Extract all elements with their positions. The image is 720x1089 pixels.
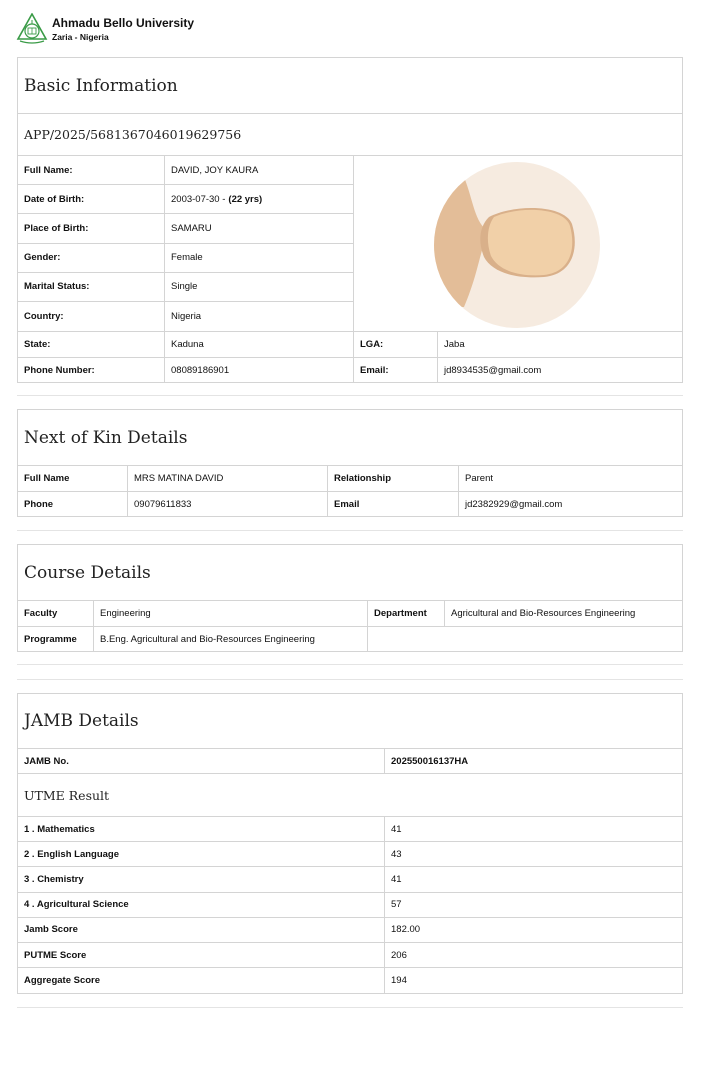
section-divider xyxy=(17,679,683,680)
avatar-placeholder-icon xyxy=(434,162,600,328)
course-details-title: Course Details xyxy=(18,545,682,601)
kin-phone-label: Phone xyxy=(18,492,128,516)
state-lga-row xyxy=(18,332,682,358)
putme-score-value: 206 xyxy=(391,949,407,961)
kin-relationship-label: Relationship xyxy=(328,466,459,491)
basic-information-title: Basic Information xyxy=(18,58,682,114)
phone-label: Phone Number: xyxy=(18,358,165,382)
gender-row xyxy=(18,244,353,273)
subject-score: 57 xyxy=(391,899,402,911)
jamb-score-label: Jamb Score xyxy=(18,918,385,942)
aggregate-score-label: Aggregate Score xyxy=(18,968,385,993)
subject-score: 41 xyxy=(391,873,402,885)
subject-row xyxy=(18,817,682,842)
jamb-details-section xyxy=(17,693,683,994)
aggregate-score-value: 194 xyxy=(391,975,407,987)
programme-row xyxy=(18,627,682,651)
university-location: Zaria - Nigeria xyxy=(52,31,109,42)
kin-name-row xyxy=(18,466,682,492)
aggregate-score-row xyxy=(18,968,682,993)
basic-information-section xyxy=(17,57,683,383)
full-name-row xyxy=(18,156,353,185)
subject-label: 3 . Chemistry xyxy=(18,867,385,891)
dob-label: Date of Birth: xyxy=(18,185,165,213)
department-value: Agricultural and Bio-Resources Engineering xyxy=(451,608,636,619)
full-name-value: DAVID, JOY KAURA xyxy=(171,164,259,176)
dob-row xyxy=(18,185,353,214)
email-value: jd8934535@gmail.com xyxy=(444,364,542,376)
kin-name-label: Full Name xyxy=(18,466,128,491)
pob-value: SAMARU xyxy=(171,222,212,234)
gender-label: Gender: xyxy=(18,244,165,272)
application-id: APP/2025/5681367046019629756 xyxy=(18,114,682,156)
kin-contact-row xyxy=(18,492,682,516)
university-logo-icon xyxy=(16,13,48,45)
dob-value xyxy=(165,185,353,213)
lga-label: LGA: xyxy=(354,332,438,357)
programme-label: Programme xyxy=(18,627,94,651)
section-divider xyxy=(17,530,683,531)
section-divider xyxy=(17,664,683,665)
department-label: Department xyxy=(368,601,445,626)
section-divider xyxy=(17,1007,683,1008)
jamb-no-label: JAMB No. xyxy=(18,749,385,773)
subject-row xyxy=(18,842,682,867)
lga-value: Jaba xyxy=(444,339,465,351)
subject-score: 41 xyxy=(391,823,402,835)
state-value: Kaduna xyxy=(165,332,354,357)
subject-label: 1 . Mathematics xyxy=(18,817,385,841)
putme-score-row xyxy=(18,943,682,968)
kin-phone-value: 09079611833 xyxy=(128,492,328,516)
subject-label: 4 . Agricultural Science xyxy=(18,893,385,917)
putme-score-label: PUTME Score xyxy=(18,943,385,967)
marital-value: Single xyxy=(171,281,198,293)
photo-cell xyxy=(354,156,682,331)
pob-row xyxy=(18,214,353,243)
dob-date: 2003-07-30 - xyxy=(171,193,226,205)
gender-value: Female xyxy=(171,252,203,264)
programme-empty-cell xyxy=(368,627,682,651)
jamb-no-value: 202550016137HA xyxy=(391,755,469,767)
state-label: State: xyxy=(18,332,165,357)
pob-label: Place of Birth: xyxy=(18,214,165,242)
programme-value: B.Eng. Agricultural and Bio-Resources Engineering xyxy=(94,627,368,651)
subject-row xyxy=(18,867,682,892)
jamb-score-value: 182.00 xyxy=(391,924,421,936)
kin-email-label: Email xyxy=(328,492,459,516)
university-name: Ahmadu Bello University xyxy=(52,15,195,30)
course-details-section xyxy=(17,544,683,652)
utme-result-title: UTME Result xyxy=(18,774,682,817)
marital-label: Marital Status: xyxy=(18,273,165,301)
kin-email-value: jd2382929@gmail.com xyxy=(465,498,563,510)
country-value: Nigeria xyxy=(171,311,202,323)
phone-email-row xyxy=(18,358,682,382)
subject-row xyxy=(18,893,682,918)
jamb-no-row xyxy=(18,749,682,774)
faculty-value: Engineering xyxy=(94,601,368,626)
subject-label: 2 . English Language xyxy=(18,842,385,866)
faculty-row xyxy=(18,601,682,627)
next-of-kin-title: Next of Kin Details xyxy=(18,410,682,466)
basic-info-grid xyxy=(18,156,682,332)
subject-score: 43 xyxy=(391,848,402,860)
jamb-score-row xyxy=(18,918,682,943)
kin-name-value: MRS MATINA DAVID xyxy=(128,466,328,491)
section-divider xyxy=(17,395,683,396)
jamb-details-title: JAMB Details xyxy=(18,694,682,749)
page-header xyxy=(16,13,194,45)
kin-relationship-value: Parent xyxy=(465,473,493,484)
next-of-kin-section xyxy=(17,409,683,517)
country-row xyxy=(18,302,353,331)
phone-value: 08089186901 xyxy=(165,358,354,382)
country-label: Country: xyxy=(18,302,165,331)
full-name-label: Full Name: xyxy=(18,156,165,184)
faculty-label: Faculty xyxy=(18,601,94,626)
marital-row xyxy=(18,273,353,302)
email-label: Email: xyxy=(354,358,438,382)
dob-age: (22 yrs) xyxy=(228,193,263,205)
